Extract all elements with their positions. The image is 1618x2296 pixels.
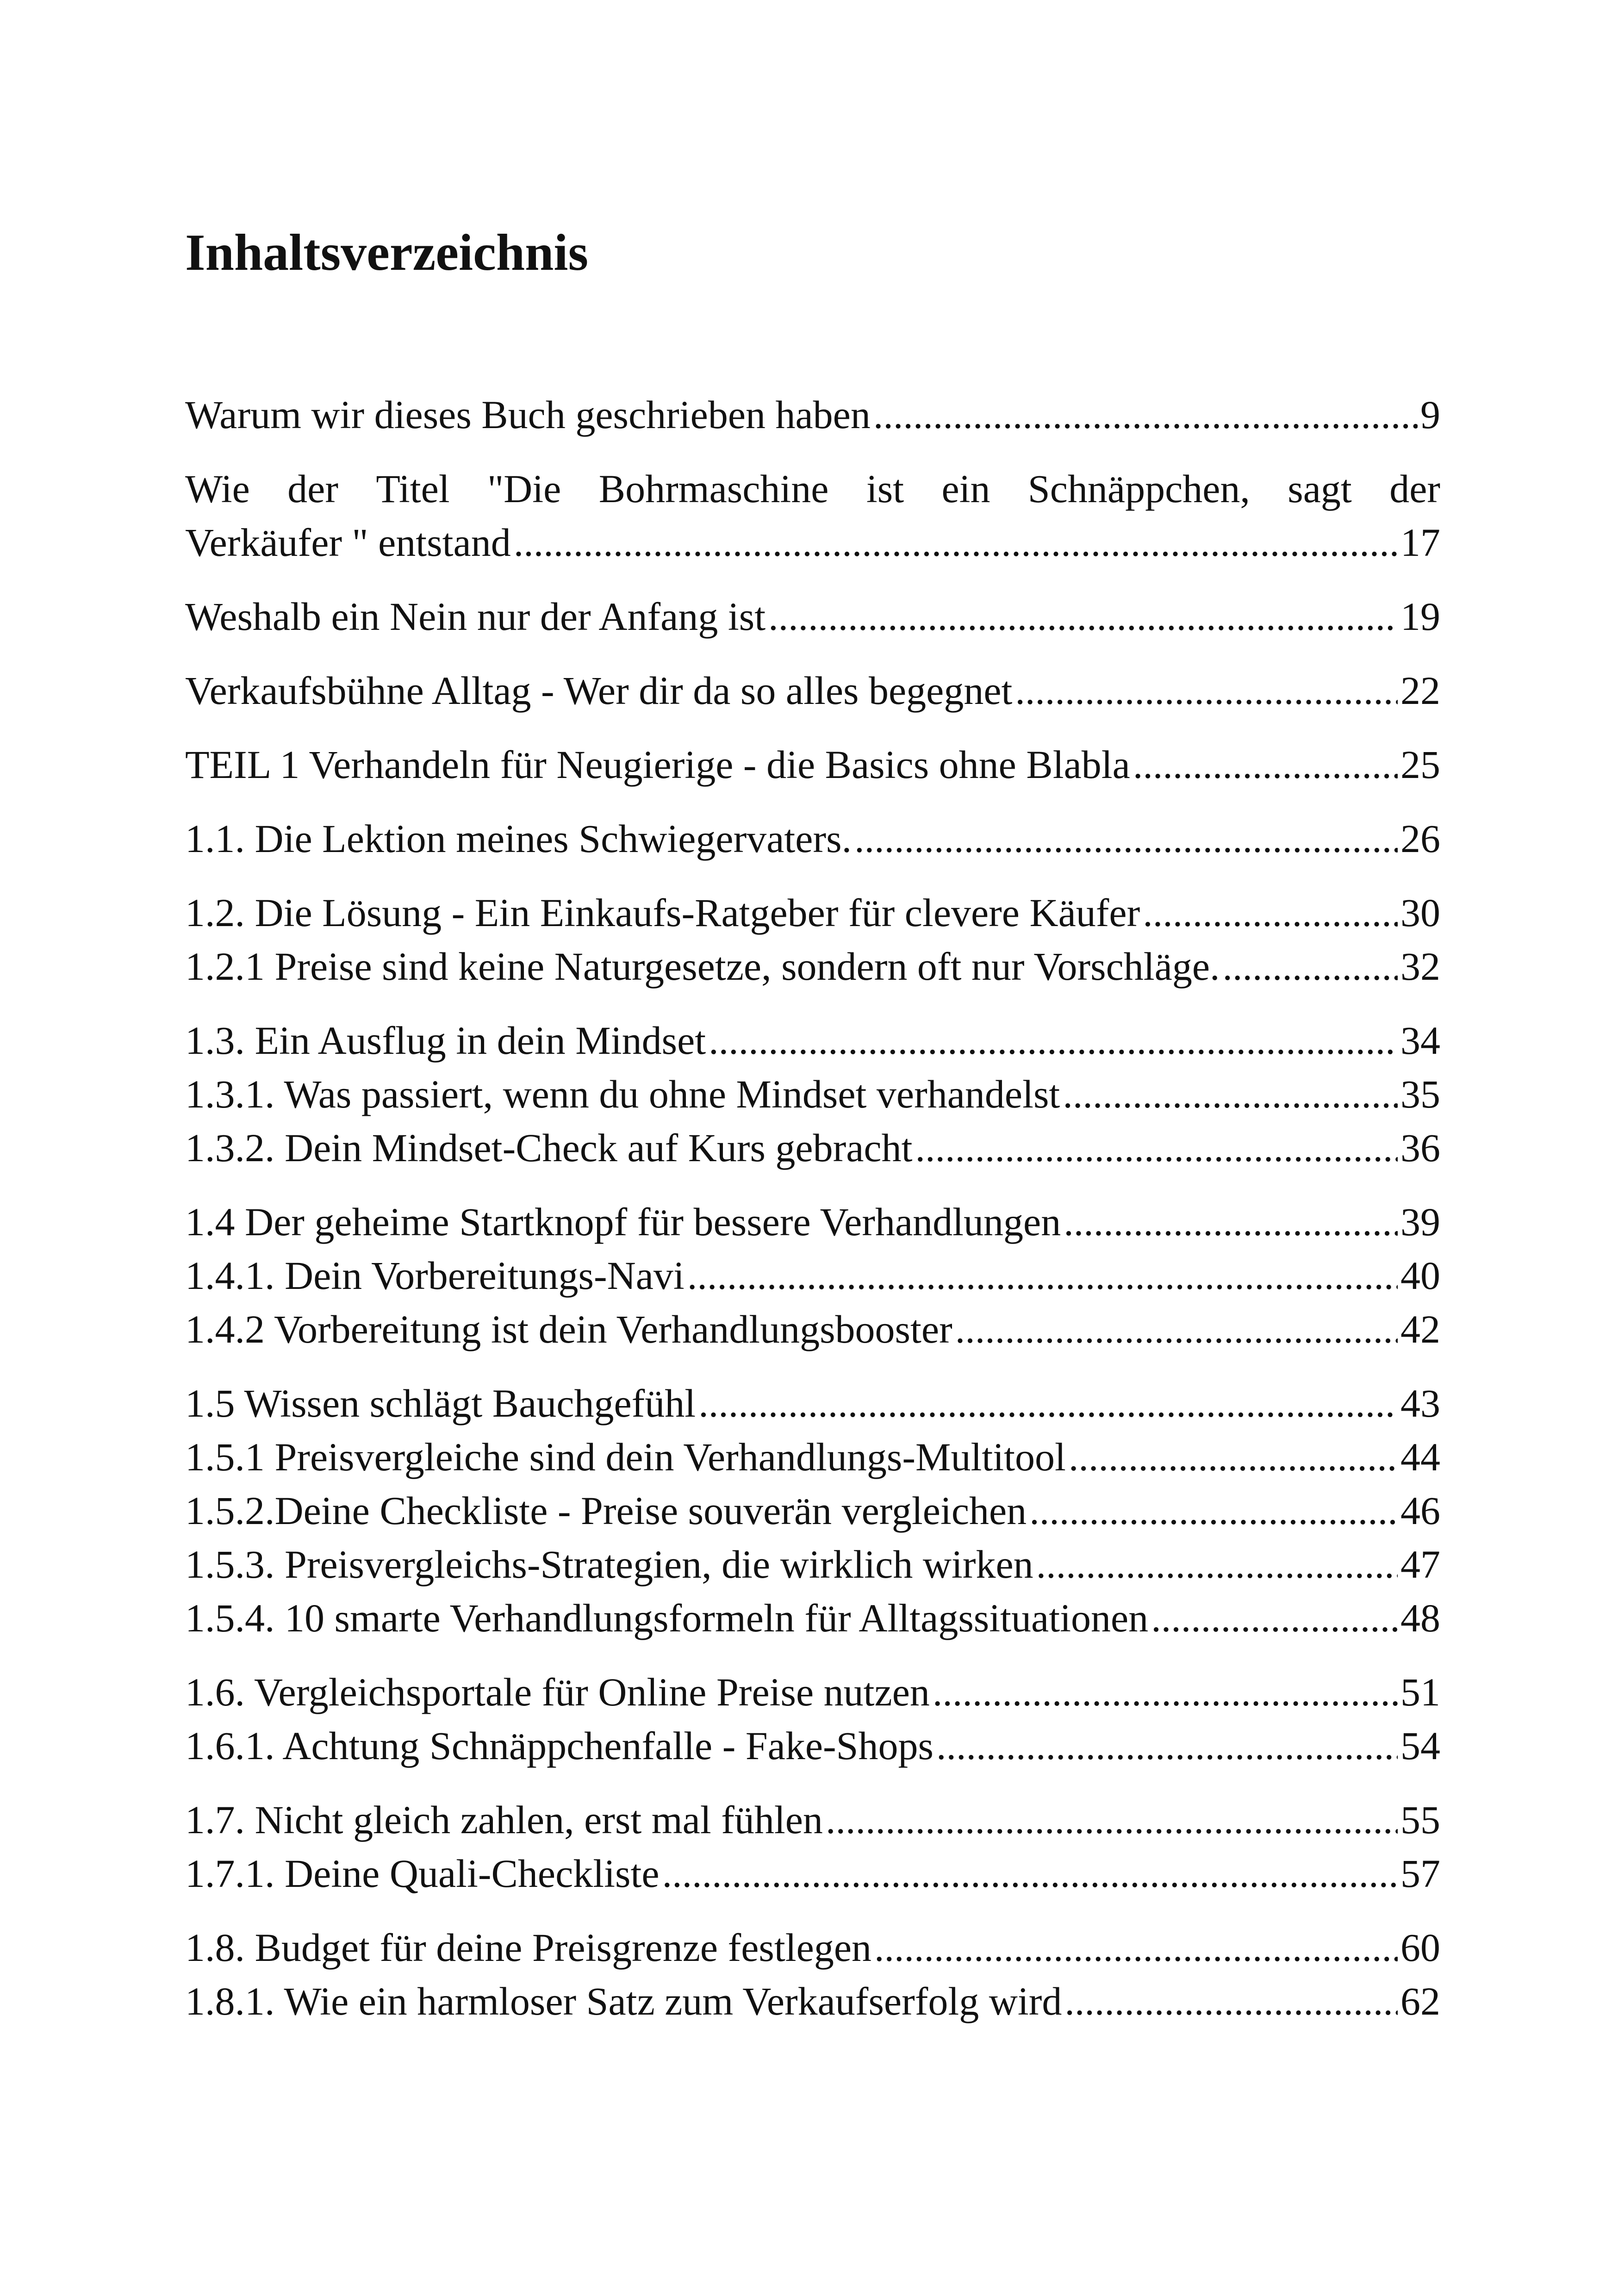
dot-leader bbox=[1036, 1537, 1398, 1591]
toc-entry-label: 1.6. Vergleichsportale für Online Preise nutzen bbox=[185, 1670, 930, 1714]
toc-entry-page-number: 22 bbox=[1400, 668, 1440, 713]
toc-entry-page-number: 43 bbox=[1400, 1381, 1440, 1425]
toc-entry bbox=[185, 940, 1440, 993]
toc-entry-page-number: 54 bbox=[1400, 1724, 1440, 1768]
toc-entry-page-number: 62 bbox=[1400, 1979, 1440, 2023]
toc-entry bbox=[185, 1719, 1440, 1773]
toc-entry-word: der bbox=[287, 467, 338, 511]
dot-leader bbox=[687, 1249, 1398, 1302]
toc-group bbox=[185, 886, 1440, 993]
dot-leader bbox=[1069, 1430, 1398, 1484]
toc-entry-page-number: 26 bbox=[1400, 816, 1440, 861]
dot-leader bbox=[1029, 1484, 1398, 1537]
toc-entry-label: 1.7. Nicht gleich zahlen, erst mal fühlen bbox=[185, 1798, 823, 1842]
toc-entry bbox=[185, 1302, 1440, 1356]
toc-group bbox=[185, 812, 1440, 865]
toc-entry bbox=[185, 388, 1440, 442]
toc-entry-label: 1.2.1 Preise sind keine Naturgesetze, sondern oft nur Vorschläge. bbox=[185, 944, 1220, 989]
toc-entry-word: der bbox=[1389, 467, 1440, 511]
toc-entry-page-number: 19 bbox=[1400, 594, 1440, 639]
toc-group bbox=[185, 590, 1440, 643]
toc-entry-word: "Die bbox=[487, 467, 561, 511]
toc-entry-label: 1.5.2.Deine Checkliste - Preise souverän vergleichen bbox=[185, 1488, 1027, 1533]
toc-entry-label: 1.3. Ein Ausflug in dein Mindset bbox=[185, 1018, 706, 1063]
toc-entry-label: 1.8. Budget für deine Preisgrenze festlegen bbox=[185, 1925, 871, 1970]
dot-leader bbox=[768, 590, 1398, 643]
toc-entry-page-number: 40 bbox=[1400, 1253, 1440, 1298]
toc-group bbox=[185, 1665, 1440, 1773]
dot-leader bbox=[709, 1014, 1398, 1067]
dot-leader bbox=[874, 1921, 1398, 1974]
toc-entry-page-number: 44 bbox=[1400, 1435, 1440, 1479]
toc-entry-page-number: 48 bbox=[1400, 1596, 1440, 1640]
page-title: Inhaltsverzeichnis bbox=[185, 224, 589, 281]
toc-entry bbox=[185, 462, 1440, 569]
toc-entry-label: Weshalb ein Nein nur der Anfang ist bbox=[185, 594, 766, 639]
toc-entry-page-number: 25 bbox=[1400, 742, 1440, 787]
toc-group bbox=[185, 462, 1440, 569]
toc-entry-page-number: 35 bbox=[1400, 1072, 1440, 1116]
toc-entry bbox=[185, 1014, 1440, 1067]
toc-entry-label: Verkäufer " entstand bbox=[185, 520, 511, 565]
dot-leader bbox=[662, 1847, 1398, 1900]
toc-entry bbox=[185, 1249, 1440, 1302]
dot-leader bbox=[698, 1376, 1398, 1430]
toc-entry-label: 1.4.1. Dein Vorbereitungs-Navi bbox=[185, 1253, 685, 1298]
toc-entry-page-number: 34 bbox=[1400, 1018, 1440, 1063]
toc-entry bbox=[185, 1121, 1440, 1175]
toc-entry-page-number: 42 bbox=[1400, 1307, 1440, 1351]
toc-entry-label: 1.3.2. Dein Mindset-Check auf Kurs gebracht bbox=[185, 1126, 913, 1170]
toc-entry-page-number: 55 bbox=[1400, 1798, 1440, 1842]
toc-entry-word: ein bbox=[941, 467, 990, 511]
toc-group bbox=[185, 664, 1440, 717]
toc-entry bbox=[185, 1847, 1440, 1900]
toc-entry-page-number: 17 bbox=[1400, 520, 1440, 565]
toc-entry bbox=[185, 1591, 1440, 1645]
dot-leader bbox=[1151, 1591, 1398, 1645]
toc-entry bbox=[185, 1376, 1440, 1430]
toc-entry-page-number: 9 bbox=[1420, 392, 1440, 437]
toc-entry-label: 1.5.4. 10 smarte Verhandlungsformeln für Alltagssituationen bbox=[185, 1596, 1149, 1640]
toc-entry-label: TEIL 1 Verhandeln für Neugierige - die Basics ohne Blabla bbox=[185, 742, 1130, 787]
toc-entry-word: Wie bbox=[185, 467, 250, 511]
toc-entry bbox=[185, 812, 1440, 865]
toc-entry bbox=[185, 1067, 1440, 1121]
toc-entry-label: 1.7.1. Deine Quali-Checkliste bbox=[185, 1851, 660, 1896]
toc-entry bbox=[185, 1484, 1440, 1537]
dot-leader bbox=[873, 388, 1418, 442]
toc-entry bbox=[185, 664, 1440, 717]
toc-entry-label: 1.6.1. Achtung Schnäppchenfalle - Fake-Shops bbox=[185, 1724, 933, 1768]
dot-leader bbox=[1063, 1067, 1398, 1121]
toc-entry-label: 1.5 Wissen schlägt Bauchgefühl bbox=[185, 1381, 696, 1425]
toc-entry-word: ist bbox=[866, 467, 904, 511]
toc-entry-label: 1.5.1 Preisvergleiche sind dein Verhandlungs-Multitool bbox=[185, 1435, 1066, 1479]
toc-entry-page-number: 60 bbox=[1400, 1925, 1440, 1970]
toc-entry-label: Warum wir dieses Buch geschrieben haben bbox=[185, 392, 871, 437]
dot-leader bbox=[1064, 1195, 1398, 1249]
dot-leader bbox=[1015, 664, 1398, 717]
toc-entry-label: 1.5.3. Preisvergleichs-Strategien, die wirklich wirken bbox=[185, 1542, 1033, 1587]
toc-group bbox=[185, 388, 1440, 442]
toc-entry-page-number: 46 bbox=[1400, 1488, 1440, 1533]
dot-leader bbox=[514, 516, 1398, 569]
toc-entry-line bbox=[185, 516, 1440, 569]
toc-entry-label: 1.2. Die Lösung - Ein Einkaufs-Ratgeber für clevere Käufer bbox=[185, 890, 1140, 935]
toc-entry bbox=[185, 1195, 1440, 1249]
toc-entry bbox=[185, 1974, 1440, 2028]
toc-entry-page-number: 32 bbox=[1400, 944, 1440, 989]
dot-leader bbox=[955, 1302, 1398, 1356]
toc-entry bbox=[185, 590, 1440, 643]
toc-entry-label: 1.3.1. Was passiert, wenn du ohne Mindset verhandelst bbox=[185, 1072, 1060, 1116]
toc-entry bbox=[185, 1430, 1440, 1484]
toc-entry-label: Verkaufsbühne Alltag - Wer dir da so alles begegnet bbox=[185, 668, 1013, 713]
toc-entry-word: Titel bbox=[376, 467, 450, 511]
dot-leader bbox=[933, 1665, 1398, 1719]
toc-entry-word: sagt bbox=[1288, 467, 1352, 511]
dot-leader bbox=[1064, 1974, 1398, 2028]
toc-entry-label-line bbox=[185, 462, 1440, 516]
toc-group bbox=[185, 1921, 1440, 2028]
toc-entry-page-number: 36 bbox=[1400, 1126, 1440, 1170]
toc-entry-word: Bohrmaschine bbox=[598, 467, 829, 511]
dot-leader bbox=[1223, 940, 1398, 993]
toc-entry bbox=[185, 1665, 1440, 1719]
dot-leader bbox=[936, 1719, 1398, 1773]
toc-entry-page-number: 30 bbox=[1400, 890, 1440, 935]
toc-group bbox=[185, 1376, 1440, 1645]
dot-leader bbox=[1143, 886, 1398, 940]
toc-group bbox=[185, 1195, 1440, 1356]
dot-leader bbox=[1133, 738, 1398, 791]
dot-leader bbox=[854, 812, 1398, 865]
toc-group bbox=[185, 1014, 1440, 1175]
toc-entry-label: 1.8.1. Wie ein harmloser Satz zum Verkaufserfolg wird bbox=[185, 1979, 1062, 2023]
toc-entry-word: Schnäppchen, bbox=[1027, 467, 1250, 511]
toc-entry-page-number: 47 bbox=[1400, 1542, 1440, 1587]
toc-entry-page-number: 57 bbox=[1400, 1851, 1440, 1896]
toc-entry-label: 1.4 Der geheime Startknopf für bessere Verhandlungen bbox=[185, 1200, 1061, 1244]
toc-group bbox=[185, 738, 1440, 791]
dot-leader bbox=[826, 1793, 1398, 1847]
toc-entry-page-number: 39 bbox=[1400, 1200, 1440, 1244]
toc-entry bbox=[185, 1793, 1440, 1847]
toc-entry bbox=[185, 886, 1440, 940]
toc-entry bbox=[185, 1537, 1440, 1591]
toc-entry-page-number: 51 bbox=[1400, 1670, 1440, 1714]
dot-leader bbox=[915, 1121, 1398, 1175]
toc-entry bbox=[185, 738, 1440, 791]
toc-entry-label: 1.1. Die Lektion meines Schwiegervaters. bbox=[185, 816, 852, 861]
toc-entry-label: 1.4.2 Vorbereitung ist dein Verhandlungsbooster bbox=[185, 1307, 952, 1351]
toc-entry bbox=[185, 1921, 1440, 1974]
toc-group bbox=[185, 1793, 1440, 1900]
table-of-contents bbox=[185, 388, 1440, 2048]
